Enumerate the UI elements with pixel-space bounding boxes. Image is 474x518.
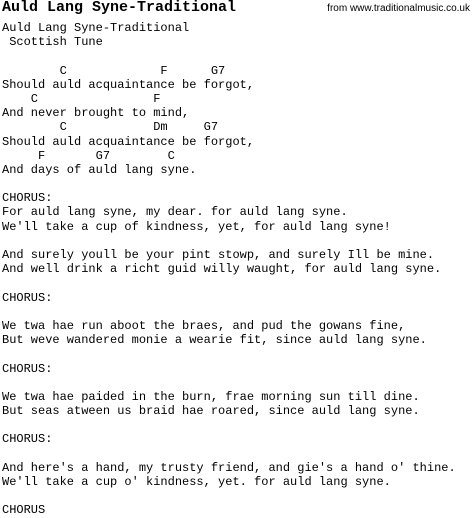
song-line bbox=[2, 49, 456, 63]
page-title: Auld Lang Syne-Traditional bbox=[2, 0, 237, 16]
song-line bbox=[2, 234, 456, 248]
song-line: And surely youll be your pint stowp, and surely Ill be mine. bbox=[2, 248, 435, 262]
song-line: C Dm G7 bbox=[2, 120, 219, 135]
song-line: F G7 C bbox=[2, 148, 175, 163]
source-credit: from www.traditionalmusic.co.uk bbox=[327, 3, 470, 14]
song-line: CHORUS: bbox=[2, 191, 53, 206]
song-line: Auld Lang Syne-Traditional bbox=[2, 21, 190, 35]
song-line bbox=[2, 347, 456, 361]
song-line: CHORUS: bbox=[2, 361, 53, 376]
song-line bbox=[2, 418, 456, 432]
song-line bbox=[2, 305, 456, 319]
song-line bbox=[2, 276, 456, 290]
song-line: We twa hae run aboot the braes, and pud the gowans fine, bbox=[2, 318, 406, 333]
song-line: Scottish Tune bbox=[2, 35, 103, 50]
song-line: CHORUS: bbox=[2, 432, 53, 447]
song-line: We'll take a cup o' kindness, yet. for auld lang syne. bbox=[2, 475, 391, 489]
song-text bbox=[2, 21, 456, 518]
song-line: C F bbox=[2, 91, 161, 106]
song-line: We'll take a cup of kindness, yet, for auld lang syne! bbox=[2, 219, 391, 234]
song-line: Should auld acquaintance be forgot, bbox=[2, 77, 255, 92]
song-line: And days of auld lang syne. bbox=[2, 162, 197, 177]
song-line: But weve wandered monie a wearie fit, since auld lang syne. bbox=[2, 333, 427, 348]
song-line: CHORUS: bbox=[2, 290, 53, 305]
song-line: And never brought to mind, bbox=[2, 106, 190, 121]
song-line bbox=[2, 376, 456, 390]
song-line: But seas atween us braid hae roared, since auld lang syne. bbox=[2, 404, 420, 419]
song-line: We twa hae paided in the burn, frae morning sun till dine. bbox=[2, 389, 420, 404]
song-line: And here's a hand, my trusty friend, and gie's a hand o' thine. bbox=[2, 460, 456, 475]
song-line: And well drink a richt guid willy waught, for auld lang syne. bbox=[2, 262, 442, 277]
song-line bbox=[2, 447, 456, 461]
song-line bbox=[2, 177, 456, 191]
song-line: Should auld acquaintance be forgot, bbox=[2, 134, 255, 149]
song-line: C F G7 bbox=[2, 63, 226, 78]
song-line bbox=[2, 489, 456, 503]
song-line: For auld lang syne, my dear. for auld lang syne. bbox=[2, 205, 348, 220]
song-line: CHORUS bbox=[2, 503, 46, 518]
